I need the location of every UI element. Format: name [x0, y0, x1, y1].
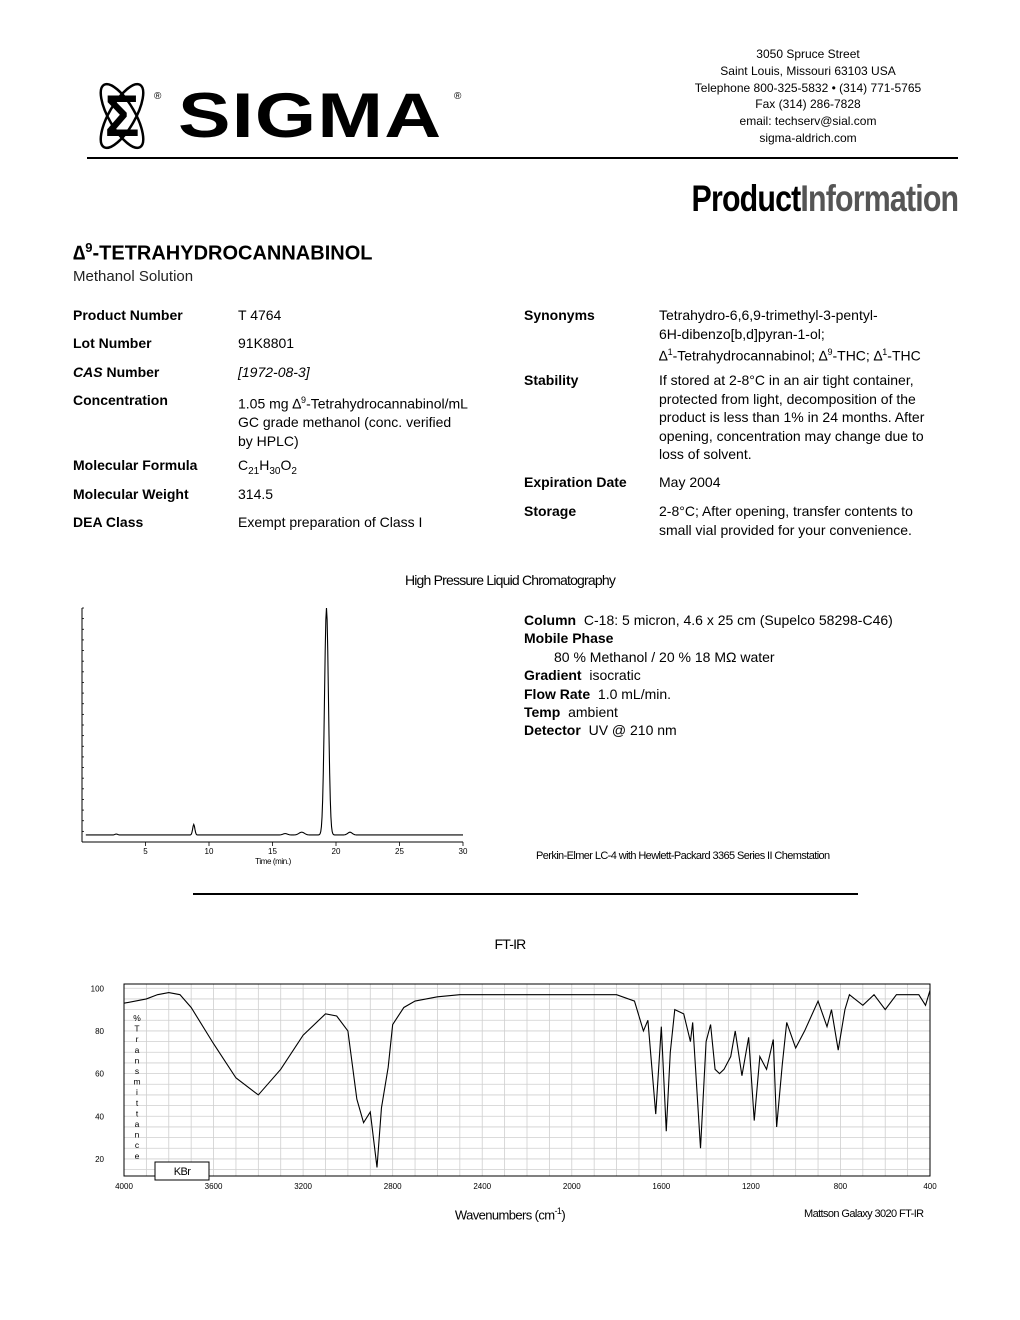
expiration-date-value: May 2004: [659, 474, 721, 490]
flow-rate-label: Flow Rate: [524, 685, 591, 702]
address-line: Fax (314) 286-7828: [755, 97, 861, 112]
storage-value: [659, 502, 913, 539]
delta-symbol: ∆: [73, 242, 86, 265]
ftir-title: FT-IR: [494, 936, 526, 952]
stability-line: If stored at 2-8°C in an air tight container,: [659, 372, 914, 388]
header-divider: [87, 157, 958, 159]
hplc-x-tick-label: 30: [458, 847, 468, 856]
column-value: C-18: 5 micron, 4.6 x 25 cm (Supelco 58298-C46): [583, 612, 893, 628]
hplc-x-tick-label: 10: [204, 847, 214, 856]
product-information-title: [691, 178, 958, 220]
product-name-text: -TETRAHYDROCANNABINOL: [92, 242, 373, 265]
ftir-grid: [124, 984, 930, 1176]
concentration-label: Concentration: [73, 392, 168, 408]
ftir-y-tick-label: 60: [95, 1069, 104, 1079]
ftir-y-label-letter: a: [134, 1119, 140, 1129]
cas-label-rest: Number: [102, 364, 160, 380]
hplc-conditions: [524, 611, 893, 740]
concentration-value: [238, 391, 468, 450]
synonyms-value: [659, 306, 921, 365]
syn-sup: 1: [667, 347, 673, 357]
brand-name: SIGMA: [178, 81, 443, 151]
xlabel-text: ): [561, 1207, 566, 1223]
registered-mark-1: ®: [154, 91, 162, 102]
conc-line: by HPLC): [238, 432, 299, 449]
stability-line: opening, concentration may change due to: [659, 427, 924, 444]
conc-sup: 9: [301, 395, 307, 405]
ftir-y-label-letter: %: [133, 1013, 141, 1023]
ftir-y-tick-label: 80: [95, 1026, 104, 1036]
hplc-title: High Pressure Liquid Chromatography: [404, 572, 616, 588]
product-number-value: T 4764: [238, 307, 282, 323]
ftir-y-label-letter: s: [134, 1066, 140, 1076]
hplc-axes: [82, 608, 463, 842]
ftir-x-tick-label: 1600: [652, 1182, 671, 1191]
gradient-label: Gradient: [524, 667, 582, 684]
detector-label: Detector: [524, 722, 581, 739]
formula-sub: 21: [248, 465, 260, 477]
formula-part: H: [259, 457, 270, 473]
syn-part: ∆: [659, 347, 668, 364]
syn-part: -Tetrahydrocannabinol; ∆: [672, 347, 828, 364]
lot-number-label: Lot Number: [73, 335, 152, 351]
synonyms-label: Synonyms: [524, 307, 595, 323]
ftir-y-label-letter: n: [134, 1055, 140, 1066]
ftir-y-tick-label: 20: [95, 1154, 104, 1164]
molecular-weight-label: Molecular Weight: [73, 486, 189, 502]
ftir-x-tick-label: 800: [833, 1182, 848, 1191]
expiration-date-label: Expiration Date: [524, 474, 627, 490]
ftir-instrument-note: Mattson Galaxy 3020 FT-IR: [804, 1208, 924, 1220]
ftir-y-label-letter: e: [134, 1150, 140, 1161]
ftir-y-label-letter: a: [134, 1044, 140, 1055]
formula-part: C: [238, 457, 249, 473]
address-block: [658, 46, 958, 147]
ftir-y-label-letter: c: [134, 1140, 140, 1151]
hplc-x-tick-label: 5: [143, 847, 148, 856]
hplc-x-tick-label: 25: [395, 847, 404, 856]
conc-line: GC grade methanol (conc. verified: [238, 414, 452, 431]
stability-line: loss of solvent.: [659, 446, 752, 462]
syn-sup: 9: [827, 347, 833, 357]
dea-class-label: DEA Class: [73, 514, 144, 530]
gradient-value: isocratic: [589, 667, 641, 684]
syn-sup: 1: [882, 347, 888, 357]
hplc-chromatogram: [70, 600, 480, 872]
ftir-y-label-letter: T: [134, 1023, 140, 1034]
ftir-spectrum: [80, 976, 950, 1204]
ftir-y-label-letter: m: [133, 1076, 141, 1087]
conc-text: 1.05 mg ∆: [238, 395, 302, 412]
hplc-x-tick-label: 20: [331, 847, 341, 856]
ftir-y-label-letter: n: [134, 1129, 140, 1140]
hplc-ticks: [82, 608, 468, 856]
stability-line: protected from light, decomposition of the: [659, 390, 916, 407]
ftir-y-tick-label: 40: [95, 1112, 104, 1122]
xlabel-sup: -1: [554, 1206, 562, 1216]
dea-class-value: Exempt preparation of Class I: [238, 514, 423, 530]
section-divider: [193, 893, 858, 895]
lot-number-value: 91K8801: [238, 335, 295, 351]
ftir-x-tick-label: 400: [923, 1182, 937, 1191]
formula-part: O: [280, 457, 292, 473]
formula-sub: 30: [269, 465, 281, 477]
ftir-x-tick-label: 2000: [562, 1182, 581, 1191]
temp-label: Temp: [524, 704, 561, 721]
ftir-x-tick-label: 3600: [204, 1182, 223, 1191]
conc-text: -Tetrahydrocannabinol/mL: [306, 395, 468, 412]
hplc-x-axis-label: Time (min.): [255, 857, 291, 866]
detector-value: UV @ 210 nm: [588, 722, 677, 739]
product-name: [73, 240, 372, 266]
formula-sub: 2: [291, 465, 297, 477]
ftir-x-tick-label: 3200: [294, 1182, 313, 1191]
syn-part: -THC: [887, 347, 921, 364]
hplc-x-tick-label: 15: [268, 847, 277, 856]
address-line: email: techserv@sial.com: [739, 114, 877, 129]
mobile-phase-label: Mobile Phase: [524, 630, 614, 647]
registered-mark-2: ®: [454, 91, 462, 102]
temp-value: ambient: [568, 704, 618, 721]
stability-label: Stability: [524, 372, 579, 388]
cas-italic: CAS: [73, 364, 103, 380]
product-subtitle: Methanol Solution: [73, 268, 194, 285]
address-line: sigma-aldrich.com: [759, 130, 857, 145]
flow-rate-value: 1.0 mL/min.: [597, 685, 672, 702]
title-light: Information: [800, 178, 958, 219]
cas-number-label: [73, 364, 159, 380]
address-line: Saint Louis, Missouri 63103 USA: [720, 63, 896, 78]
delta-superscript: 9: [85, 240, 93, 255]
hplc-instrument-note: Perkin-Elmer LC-4 with Hewlett-Packard 3365 Series II Chemstation: [536, 850, 830, 862]
ftir-y-label-letter: t: [135, 1097, 139, 1108]
storage-line: small vial provided for your convenience.: [659, 521, 912, 538]
molecular-formula-label: Molecular Formula: [73, 457, 198, 473]
synonyms-line: Tetrahydro-6,6,9-trimethyl-3-pentyl-: [659, 307, 878, 323]
ftir-y-label-letter: i: [136, 1087, 138, 1098]
storage-label: Storage: [524, 503, 577, 519]
address-line: 3050 Spruce Street: [756, 47, 860, 61]
ftir-x-tick-label: 2800: [383, 1182, 402, 1191]
xlabel-text: Wavenumbers (cm: [454, 1207, 555, 1223]
mobile-phase-value: 80 % Methanol / 20 % 18 MΩ water: [554, 648, 775, 665]
syn-part: -THC; ∆: [832, 347, 883, 364]
molecular-weight-value: 314.5: [238, 486, 274, 502]
stability-value: [659, 371, 924, 464]
ftir-x-tick-label: 2400: [473, 1182, 492, 1191]
ftir-axis-labels: [91, 984, 938, 1191]
ftir-x-tick-label: 4000: [115, 1182, 133, 1191]
product-number-label: Product Number: [73, 307, 183, 323]
address-line: Telephone 800-325-5832 • (314) 771-5765: [694, 80, 922, 95]
title-bold: Product: [691, 178, 801, 219]
cas-number-value: [1972-08-3]: [238, 364, 310, 380]
column-label: Column: [524, 612, 577, 628]
synonyms-line: 6H-dibenzo[b,d]pyran-1-ol;: [659, 325, 825, 342]
ftir-y-label-letter: t: [135, 1108, 139, 1119]
kbr-label: KBr: [173, 1166, 191, 1178]
molecular-formula-value: [238, 456, 297, 481]
ftir-x-tick-label: 1200: [741, 1182, 760, 1191]
hplc-trace: [86, 608, 463, 835]
ftir-y-axis-label: [133, 1013, 141, 1161]
stability-line: product is less than 1% in 24 months. After: [659, 409, 925, 425]
ftir-y-tick-label: 100: [90, 984, 104, 994]
storage-line: 2-8°C; After opening, transfer contents to: [659, 503, 913, 519]
svg-text:Σ: Σ: [104, 84, 140, 149]
ftir-y-label-letter: r: [135, 1034, 139, 1045]
